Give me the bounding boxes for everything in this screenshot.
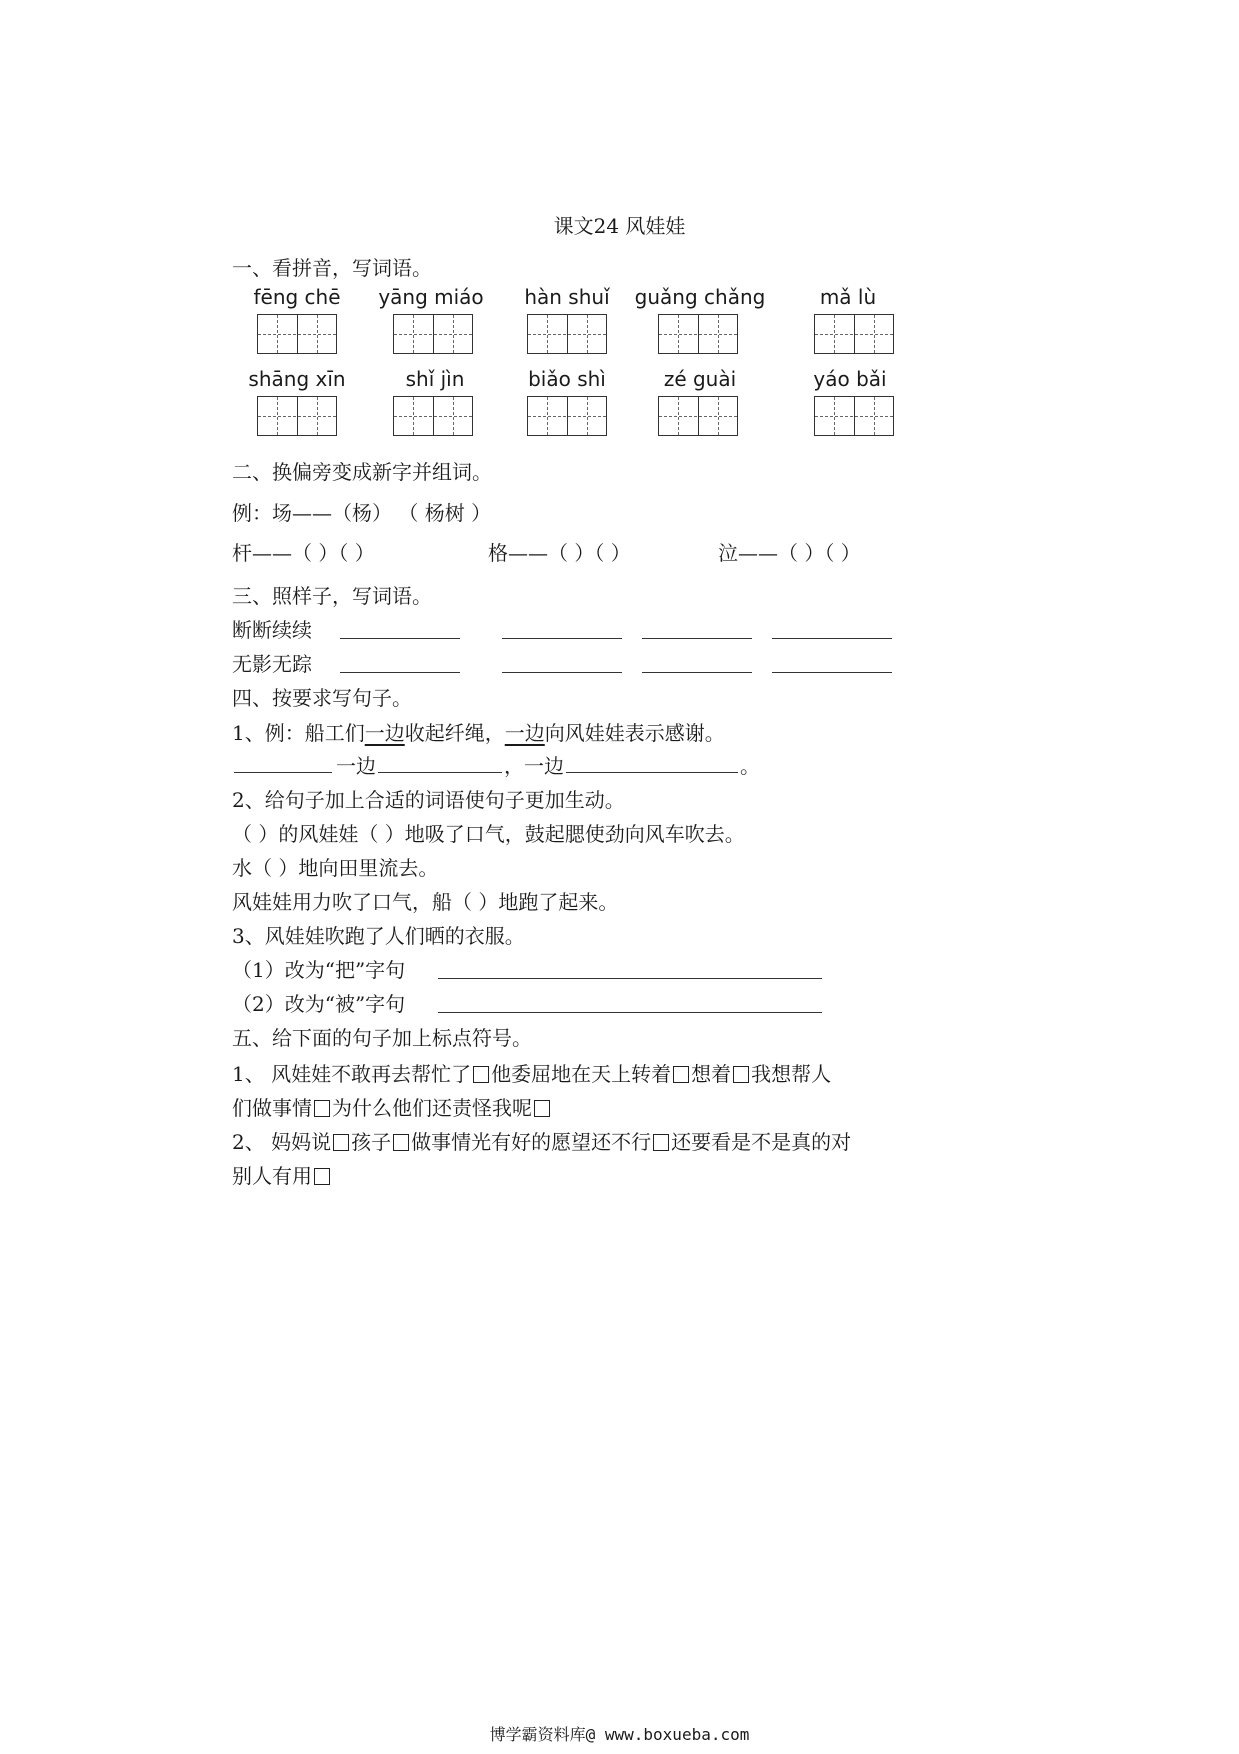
section-1-heading: 一、看拼音，写词语。 — [232, 256, 432, 280]
answer-blank[interactable] — [502, 637, 622, 639]
answer-blank[interactable] — [340, 637, 460, 639]
exercise-item[interactable]: 杆——（ ）（ ） — [232, 541, 375, 565]
answer-blank[interactable] — [378, 771, 502, 773]
answer-blank[interactable] — [642, 637, 752, 639]
question-1-example: 1、例：船工们一边收起纤绳，一边向风娃娃表示感谢。 — [232, 721, 725, 745]
pinyin-label: hàn shuǐ — [524, 285, 610, 309]
question-3: 3、风娃娃吹跑了人们晒的衣服。 — [232, 924, 525, 948]
question-2: 2、给句子加上合适的词语使句子更加生动。 — [232, 788, 625, 812]
writing-grid[interactable] — [257, 396, 337, 436]
exercise-item[interactable]: 泣——（ ）（ ） — [718, 541, 861, 565]
punctuation-box[interactable] — [473, 1066, 489, 1083]
writing-grid[interactable] — [393, 314, 473, 354]
connector-text: 。 — [740, 754, 760, 778]
answer-blank[interactable] — [642, 671, 752, 673]
writing-grid[interactable] — [814, 314, 894, 354]
answer-blank[interactable] — [772, 671, 892, 673]
question-3-part-1: （1）改为“把”字句 — [232, 958, 406, 982]
answer-blank[interactable] — [438, 977, 822, 979]
punctuation-line: 们做事情 为什么他们还责怪我呢 — [232, 1092, 552, 1121]
example-line: 例：场——（杨） （ 杨树 ） — [232, 501, 492, 525]
punctuation-box[interactable] — [314, 1100, 330, 1117]
section-5-heading: 五、给下面的句子加上标点符号。 — [232, 1026, 532, 1050]
answer-blank[interactable] — [340, 671, 460, 673]
pinyin-label: shǐ jìn — [405, 367, 465, 391]
footer-watermark: 博学霸资料库@ www.boxueba.com — [489, 1725, 750, 1744]
punctuation-box[interactable] — [393, 1134, 409, 1151]
writing-grid[interactable] — [257, 314, 337, 354]
pinyin-label: biǎo shì — [528, 367, 606, 391]
fill-sentence[interactable]: （ ）的风娃娃（ ）地吸了口气，鼓起腮使劲向风车吹去。 — [232, 822, 745, 846]
pinyin-label: mǎ lù — [819, 285, 877, 309]
section-2-heading: 二、换偏旁变成新字并组词。 — [232, 460, 492, 484]
pinyin-label: yāng miáo — [378, 285, 484, 309]
fill-sentence[interactable]: 水（ ）地向田里流去。 — [232, 856, 439, 880]
answer-blank[interactable] — [234, 771, 332, 773]
pinyin-label: fēng chē — [253, 285, 341, 309]
underlined-word: 一边 — [504, 721, 545, 745]
answer-blank[interactable] — [772, 637, 892, 639]
answer-blank[interactable] — [566, 771, 738, 773]
fill-sentence[interactable]: 风娃娃用力吹了口气，船（ ）地跑了起来。 — [232, 890, 619, 914]
writing-grid[interactable] — [393, 396, 473, 436]
writing-grid[interactable] — [527, 396, 607, 436]
pinyin-label: zé guài — [663, 367, 737, 391]
connector-text: ，一边 — [504, 754, 564, 778]
exercise-item[interactable]: 格——（ ）（ ） — [488, 541, 631, 565]
writing-grid[interactable] — [658, 314, 738, 354]
page-title: 课文24 风娃娃 — [553, 214, 686, 238]
section-4-heading: 四、按要求写句子。 — [232, 686, 412, 710]
question-3-part-2: （2）改为“被”字句 — [232, 992, 406, 1016]
punctuation-box[interactable] — [333, 1134, 349, 1151]
section-3-heading: 三、照样子，写词语。 — [232, 584, 432, 608]
answer-blank[interactable] — [502, 671, 622, 673]
connector-text: 一边 — [336, 754, 376, 778]
answer-blank[interactable] — [438, 1011, 822, 1013]
pinyin-label: shāng xīn — [248, 367, 346, 391]
writing-grid[interactable] — [658, 396, 738, 436]
punctuation-line: 别人有用 — [232, 1160, 332, 1189]
writing-grid[interactable] — [814, 396, 894, 436]
punctuation-box[interactable] — [314, 1168, 330, 1185]
punctuation-box[interactable] — [653, 1134, 669, 1151]
example-word: 无影无踪 — [232, 652, 312, 676]
underlined-word: 一边 — [364, 721, 405, 745]
writing-grid[interactable] — [527, 314, 607, 354]
punctuation-box[interactable] — [673, 1066, 689, 1083]
punctuation-box[interactable] — [733, 1066, 749, 1083]
pinyin-label: yáo bǎi — [813, 367, 887, 391]
punctuation-box[interactable] — [534, 1100, 550, 1117]
pinyin-label: guǎng chǎng — [634, 285, 766, 309]
punctuation-line: 2、 妈妈说 孩子 做事情光有好的愿望还不行 还要看是不是真的对 — [232, 1130, 852, 1154]
punctuation-line: 1、 风娃娃不敢再去帮忙了 他委屈地在天上转着 想着 我想帮人 — [232, 1062, 832, 1086]
example-word: 断断续续 — [232, 618, 312, 642]
